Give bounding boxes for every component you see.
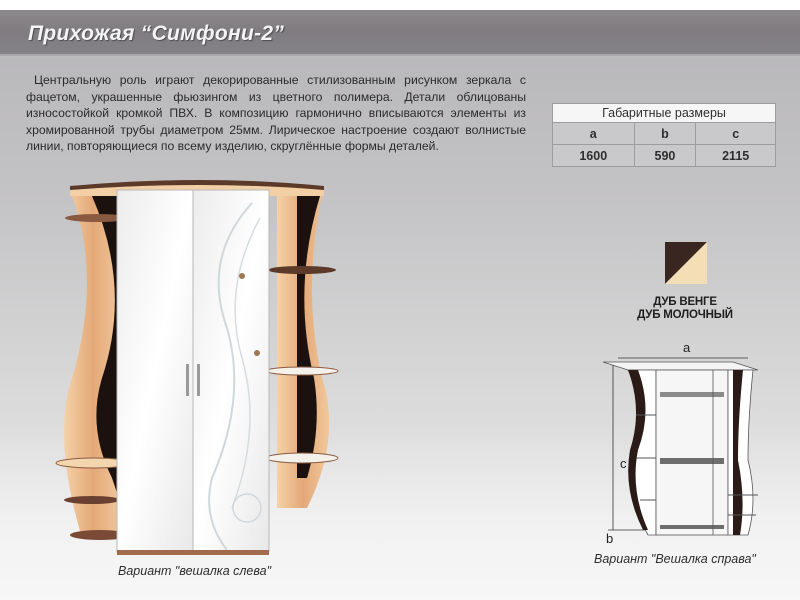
color-label bbox=[620, 296, 750, 322]
dimension-label-a: a bbox=[683, 340, 691, 355]
product-description: Центральную роль играют декорированные стилизованным рисунком зеркала с фацетом, украшенные фьюзингом из цветного полимера. Детали облицованы износостойкой кромкой ПВХ. В композицию гармонично вписываются элементы из хромированной трубы диаметром 25мм. Лирическое настроение создают волнистые линии, повторяющиеся по всему изделию, скруглённые формы деталей. bbox=[26, 73, 526, 153]
dimension-header-b: b bbox=[634, 123, 696, 145]
schematic-drawing bbox=[598, 340, 768, 545]
diagonal-split-swatch-icon bbox=[665, 242, 707, 284]
dimension-label-c: c bbox=[620, 456, 627, 471]
color-label-wenge: ДУБ ВЕНГЕ bbox=[653, 296, 717, 308]
dimensions-table bbox=[552, 103, 776, 167]
product-photo bbox=[52, 178, 342, 558]
color-label-milk-oak: ДУБ МОЛОЧНЫЙ bbox=[637, 309, 733, 321]
page-title: Прихожая “Симфони-2” bbox=[28, 22, 285, 45]
dimension-value-b: 590 bbox=[634, 145, 696, 167]
dimension-label-b: b bbox=[606, 531, 614, 545]
dimension-value-c: 2115 bbox=[696, 145, 776, 167]
dimension-value-a: 1600 bbox=[553, 145, 635, 167]
dimensions-caption: Габаритные размеры bbox=[553, 104, 776, 123]
photo-caption: Вариант "вешалка слева" bbox=[118, 564, 272, 578]
dimension-header-c: c bbox=[696, 123, 776, 145]
dimension-header-a: a bbox=[553, 123, 635, 145]
schematic-caption: Вариант "Вешалка справа" bbox=[594, 552, 756, 566]
